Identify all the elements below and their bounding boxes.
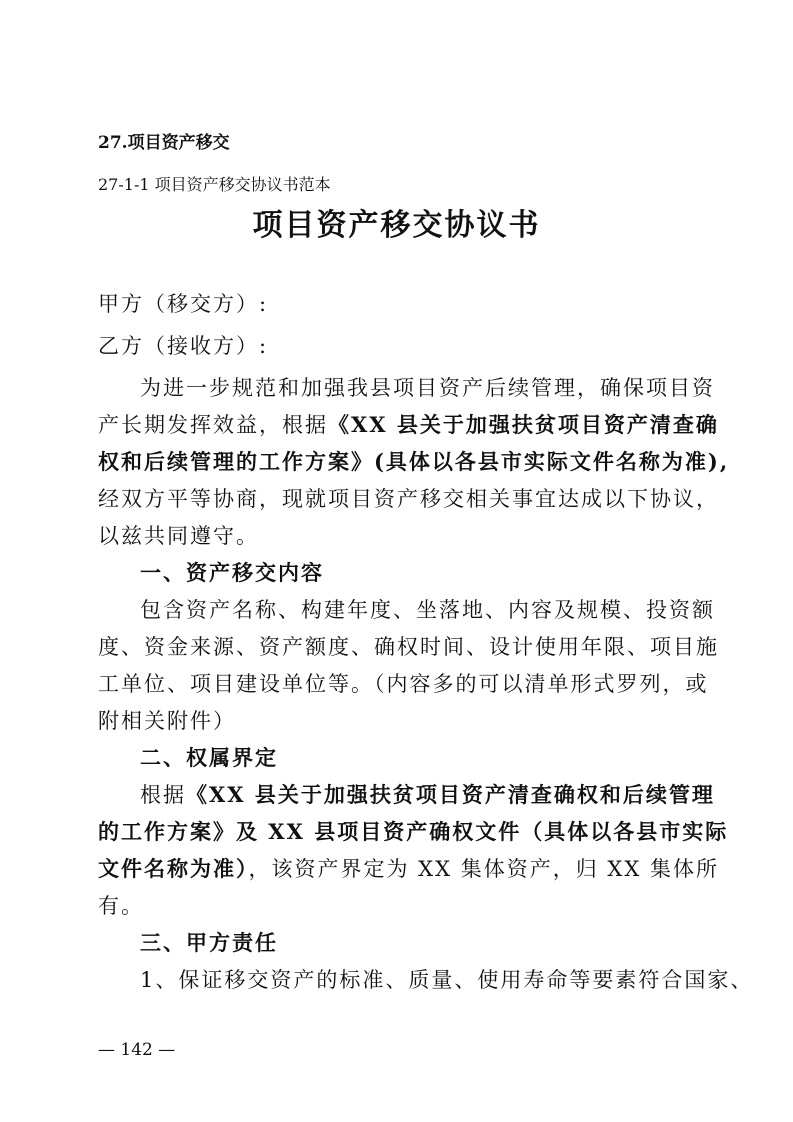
intro-line-5: 以兹共同遵守。 bbox=[98, 524, 259, 548]
party-a-line: 甲方（移交方）: bbox=[98, 292, 269, 316]
section-2-line-1-text: 根据 bbox=[140, 783, 186, 807]
page-number: — 142 — bbox=[98, 1040, 176, 1060]
section-2-line-1-bold: 《XX 县关于加强扶贫项目资产清查确权和后续管理 bbox=[186, 782, 715, 807]
document-title: 项目资产移交协议书 bbox=[252, 208, 541, 243]
section-2-line-3-text: ，该资产界定为 XX 集体资产，归 XX 集体所 bbox=[248, 857, 720, 881]
subsection-number: 27-1-1 项目资产移交协议书范本 bbox=[98, 175, 331, 194]
section-3-heading: 三、甲方责任 bbox=[140, 930, 278, 955]
section-2-line-4: 有。 bbox=[98, 894, 144, 918]
section-2-line-3 bbox=[98, 853, 720, 883]
section-number: 27.项目资产移交 bbox=[98, 133, 230, 153]
intro-line-3: 权和后续管理的工作方案》(具体以各县市实际文件名称为准), bbox=[98, 449, 730, 474]
intro-line-4: 经双方平等协商，现就项目资产移交相关事宜达成以下协议， bbox=[98, 487, 719, 511]
intro-line-2-bold: 《XX 县关于加强扶贫项目资产清查确 bbox=[328, 412, 719, 437]
section-1-line-2: 度、资金来源、资产额度、确权时间、设计使用年限、项目施 bbox=[98, 635, 719, 659]
section-1-line-1: 包含资产名称、构建年度、坐落地、内容及规模、投资额 bbox=[140, 598, 715, 622]
section-2-line-3-bold: 文件名称为准） bbox=[98, 856, 249, 881]
section-2-line-1 bbox=[140, 779, 715, 809]
section-3-line-1: 1、保证移交资产的标准、质量、使用寿命等要素符合国家、 bbox=[140, 968, 754, 992]
intro-line-2 bbox=[98, 409, 719, 439]
intro-line-1: 为进一步规范和加强我县项目资产后续管理，确保项目资 bbox=[140, 376, 715, 400]
section-2-heading: 二、权属界定 bbox=[140, 745, 278, 770]
section-1-line-4: 附相关附件） bbox=[98, 709, 236, 733]
section-2-line-2: 的工作方案》及 XX 县项目资产确权文件（具体以各县市实际 bbox=[98, 819, 729, 844]
section-1-line-3: 工单位、项目建设单位等。（内容多的可以清单形式罗列，或 bbox=[98, 672, 709, 696]
party-b-line: 乙方（接收方）: bbox=[98, 334, 269, 358]
intro-line-2-text: 产长期发挥效益，根据 bbox=[98, 413, 328, 437]
section-1-heading: 一、资产移交内容 bbox=[140, 560, 324, 585]
